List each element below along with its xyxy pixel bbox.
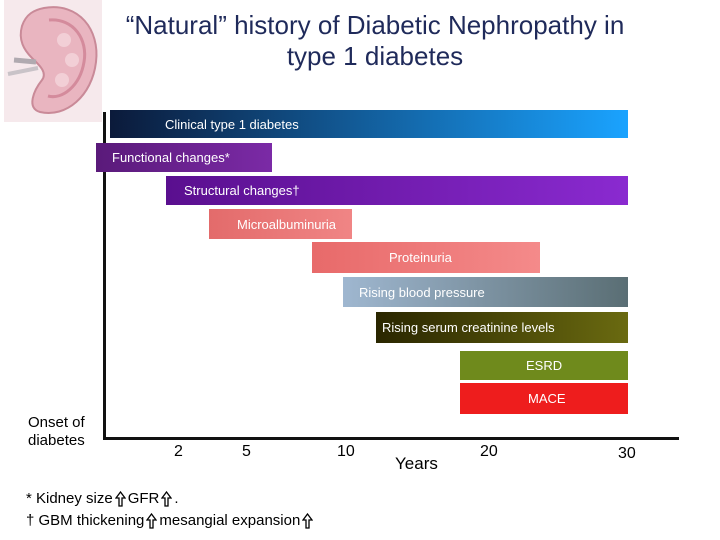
tick-label: 30 bbox=[618, 445, 636, 462]
timeline-bar-functional-changes bbox=[96, 143, 272, 172]
timeline-bar-esrd bbox=[460, 351, 628, 380]
title-line-1: “Natural” history of Diabetic Nephropathy in bbox=[125, 10, 625, 40]
timeline-bar-microalbuminuria bbox=[209, 209, 352, 239]
footnote-line-2 bbox=[26, 512, 315, 529]
bar-label: Functional changes* bbox=[112, 150, 230, 165]
up-arrow-icon bbox=[146, 513, 157, 529]
origin-label-line-2: diabetes bbox=[28, 432, 85, 449]
timeline-bar-mace bbox=[460, 383, 628, 414]
horizontal-axis-line bbox=[103, 437, 679, 440]
axis-title: Years bbox=[395, 454, 438, 473]
footnote-line-1 bbox=[26, 490, 179, 507]
bar-label: ESRD bbox=[526, 358, 563, 373]
footnote-2-mid: mesangial expansion bbox=[159, 512, 301, 529]
footnote-1-mid: GFR bbox=[127, 490, 160, 507]
timeline-bar-structural-changes bbox=[166, 176, 628, 205]
footnote-1-suffix: . bbox=[174, 490, 179, 507]
tick-label: 20 bbox=[480, 443, 498, 460]
up-arrow-icon bbox=[302, 513, 313, 529]
footnote-1-prefix: * Kidney size bbox=[26, 490, 113, 507]
timeline-bar-rising-serum-creatinine-levels bbox=[376, 312, 628, 343]
title-line-2: type 1 diabetes bbox=[286, 41, 464, 71]
tick-label: 5 bbox=[242, 443, 251, 460]
timeline-bar-rising-blood-pressure bbox=[343, 277, 628, 307]
footnote-2-prefix: † GBM thickening bbox=[26, 512, 145, 529]
bar-label: Proteinuria bbox=[389, 250, 452, 265]
bar-label: MACE bbox=[528, 391, 566, 406]
tick-label: 2 bbox=[174, 443, 183, 460]
page-title bbox=[80, 10, 670, 72]
bar-label: Structural changes† bbox=[184, 183, 300, 198]
bar-label: Rising serum creatinine levels bbox=[382, 320, 555, 335]
kidney-illustration-icon bbox=[4, 0, 102, 122]
timeline-bar-proteinuria bbox=[312, 242, 540, 273]
timeline-bar-clinical-type-1-diabetes bbox=[110, 110, 628, 138]
bar-label: Clinical type 1 diabetes bbox=[165, 116, 299, 132]
bar-label: Rising blood pressure bbox=[359, 284, 485, 300]
up-arrow-icon bbox=[115, 491, 126, 507]
tick-label: 10 bbox=[337, 443, 355, 460]
up-arrow-icon bbox=[161, 491, 172, 507]
origin-label bbox=[28, 414, 85, 450]
origin-label-line-1: Onset of bbox=[28, 414, 85, 431]
bar-label: Microalbuminuria bbox=[237, 216, 336, 232]
